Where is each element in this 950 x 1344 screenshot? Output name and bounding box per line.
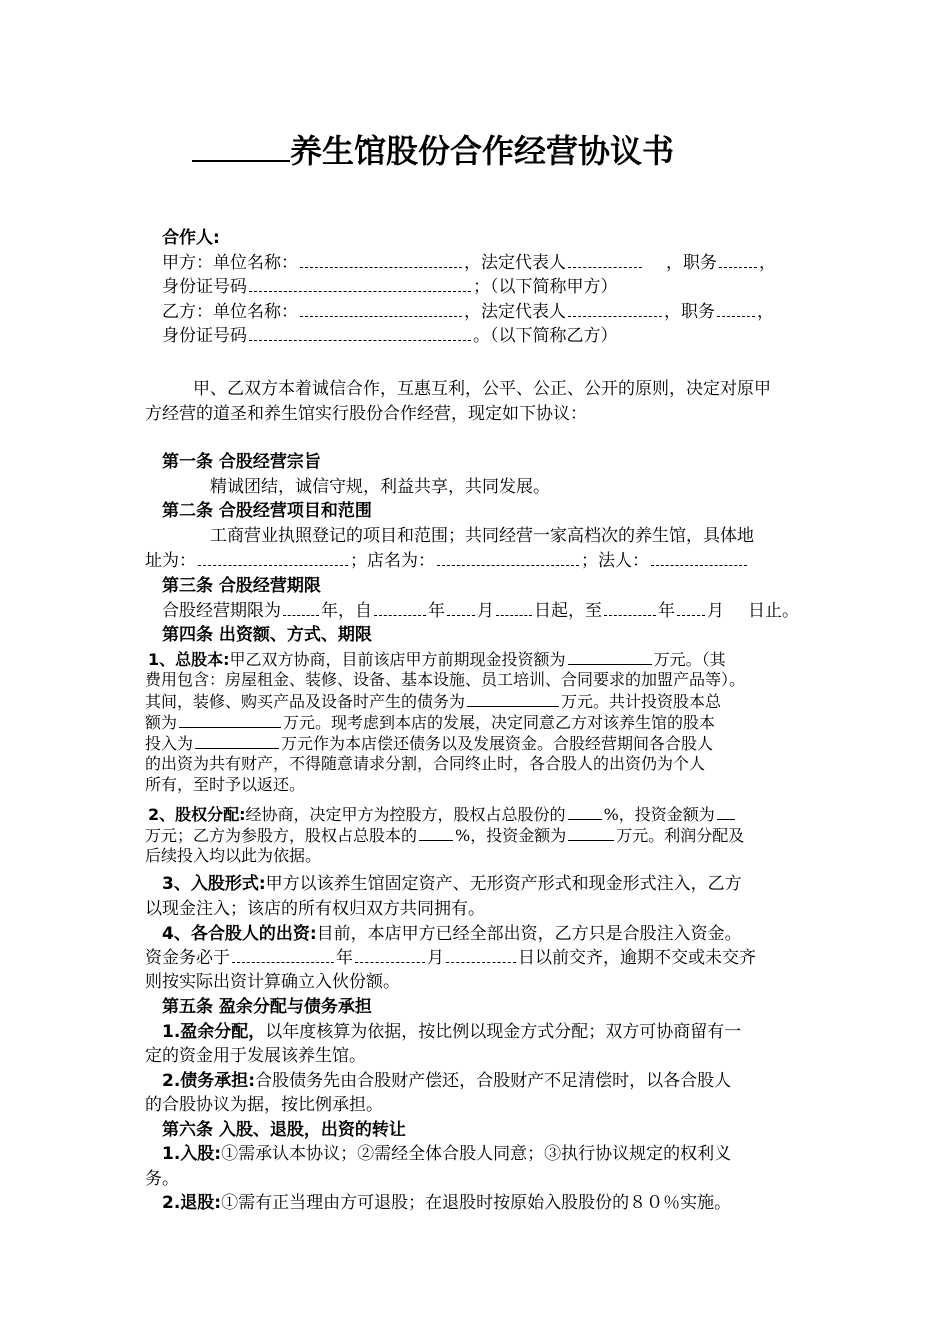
article-2-line1: 工商营业执照登记的项目和范围；共同经营一家高档次的养生馆，具体地 bbox=[210, 526, 754, 546]
surplus-label: 1.盈余分配， bbox=[162, 1022, 266, 1042]
party-b-input-blank bbox=[195, 732, 279, 749]
article-4-p3-line2: 以现金注入；该店的所有权归双方共同拥有。 bbox=[145, 899, 485, 919]
article-4-p2-line2 bbox=[145, 824, 744, 846]
legal-person-label: ；法人： bbox=[581, 551, 649, 571]
party-a-line1 bbox=[162, 251, 776, 275]
party-a-rep-label: ，法定代表人 bbox=[464, 253, 566, 273]
party-a-name-blank bbox=[300, 251, 462, 268]
end-year-label: 年 bbox=[658, 601, 675, 621]
article-4-p1-line4 bbox=[145, 711, 715, 733]
debt-text: 其间，装修、购买产品及设备时产生的债务为 bbox=[145, 692, 466, 711]
party-a-id-label: 身份证号码 bbox=[162, 277, 247, 297]
party-b-line1 bbox=[162, 300, 774, 324]
article-3-body bbox=[162, 599, 799, 623]
party-a-line2 bbox=[162, 275, 618, 299]
address-blank bbox=[198, 549, 348, 566]
party-b-title-blank bbox=[717, 300, 755, 317]
legal-person-blank bbox=[651, 549, 747, 566]
debt-unit: 万元。共计投资股本总 bbox=[561, 692, 722, 711]
party-b-name-label: 乙方：单位名称： bbox=[162, 302, 298, 322]
debt-blank bbox=[467, 690, 559, 707]
article-1-heading: 第一条 合股经营宗旨 bbox=[162, 452, 321, 472]
article-2-heading: 第二条 合股经营项目和范围 bbox=[162, 501, 372, 521]
document-title bbox=[192, 128, 674, 174]
party-a-share-unit: %，投资金额为 bbox=[603, 805, 715, 824]
party-a-comma: ， bbox=[759, 253, 776, 273]
end-year-blank bbox=[604, 599, 656, 616]
intro-line2: 方经营的道圣和养生馆实行股份合作经营，现定如下协议： bbox=[145, 404, 587, 424]
article-1-body: 精诚团结，诚信守规，利益共享，共同发展。 bbox=[210, 477, 550, 497]
debt-liability-label: 2.债务承担: bbox=[162, 1071, 256, 1091]
article-5-p1-line2: 定的资金用于发展该养生馆。 bbox=[145, 1046, 366, 1066]
deadline-day-label: 日以前交齐，逾期不交或未交齐 bbox=[518, 948, 756, 968]
store-name-label: ；店名为： bbox=[350, 551, 435, 571]
share-form-label: 3、入股形式: bbox=[162, 874, 266, 894]
contribution-text: 目前，本店甲方已经全部出资，乙方只是合股注入资金。 bbox=[316, 924, 742, 944]
term-from-label: 年，自 bbox=[321, 601, 372, 621]
party-a-share-blank bbox=[568, 803, 602, 820]
article-4-p1-line3 bbox=[145, 690, 721, 712]
end-day-label: 日止。 bbox=[748, 601, 799, 621]
withdraw-label: 2.退股: bbox=[162, 1193, 222, 1213]
start-year-blank bbox=[374, 599, 426, 616]
surplus-text: 以年度核算为依据，按比例以现金方式分配；双方可协商留有一 bbox=[265, 1022, 742, 1042]
article-5-p2-line1 bbox=[162, 1069, 731, 1093]
party-a-title-label: ，职务 bbox=[666, 253, 717, 273]
article-5-p1-line1 bbox=[162, 1020, 741, 1044]
party-b-alias: 。（以下简称乙方） bbox=[473, 326, 618, 346]
total-amount-text: 额为 bbox=[145, 713, 178, 732]
start-year-label: 年 bbox=[428, 601, 445, 621]
party-a-rep-blank bbox=[568, 251, 642, 268]
debt-liability-text: 合股债务先由合股财产偿还，合股财产不足清偿时，以各合股人 bbox=[255, 1071, 732, 1091]
total-capital-label: 1、总股本: bbox=[148, 650, 230, 669]
party-a-amount-blank bbox=[717, 803, 735, 820]
party-a-name-label: 甲方：单位名称： bbox=[162, 253, 298, 273]
share-form-text: 甲方以该养生馆固定资产、无形资产形式和现金形式注入，乙方 bbox=[265, 874, 742, 894]
party-b-rep-blank bbox=[568, 300, 662, 317]
article-4-p1-line6: 的出资为共有财产，不得随意请求分割，合同终止时，各合股人的出资仍为个人 bbox=[145, 754, 706, 773]
party-b-id-blank bbox=[249, 324, 471, 341]
cash-investment-blank bbox=[568, 648, 652, 665]
article-4-p4-line2 bbox=[145, 946, 756, 970]
total-amount-blank bbox=[179, 711, 281, 728]
party-a-id-blank bbox=[249, 275, 471, 292]
article-5-p2-line2: 的合股协议为据，按比例承担。 bbox=[145, 1095, 383, 1115]
article-6-p2-line1 bbox=[162, 1191, 731, 1215]
party-a-title-blank bbox=[719, 251, 757, 268]
contribution-label: 4、各合股人的出资: bbox=[162, 924, 317, 944]
article-4-p2-line1 bbox=[148, 803, 737, 825]
title-text: 养生馆股份合作经营协议书 bbox=[290, 132, 675, 170]
article-4-p1-line5 bbox=[145, 732, 713, 754]
deadline-year-label: 年 bbox=[336, 948, 353, 968]
party-b-amount-text: %，投资金额为 bbox=[455, 826, 567, 845]
article-3-heading: 第三条 合股经营期限 bbox=[162, 576, 321, 596]
party-b-share-text: 万元；乙方为参股方，股权占总股本的 bbox=[145, 826, 418, 845]
party-b-amount-unit: 万元。利润分配及 bbox=[616, 826, 745, 845]
end-month-label: 月 bbox=[707, 601, 724, 621]
article-6-heading: 第六条 入股、退股，出资的转让 bbox=[162, 1120, 406, 1140]
article-6-p1-line1 bbox=[162, 1142, 731, 1166]
term-years-blank bbox=[283, 599, 319, 616]
party-b-id-label: 身份证号码 bbox=[162, 326, 247, 346]
start-month-label: 月 bbox=[477, 601, 494, 621]
article-4-p4-line1 bbox=[162, 922, 742, 946]
party-b-amount-blank bbox=[568, 824, 614, 841]
start-day-blank bbox=[496, 599, 532, 616]
party-b-input-text: 投入为 bbox=[145, 734, 194, 753]
party-a-alias: ；（以下简称甲方） bbox=[473, 277, 618, 297]
party-b-comma: ， bbox=[757, 302, 774, 322]
article-4-p1-line1 bbox=[148, 648, 726, 670]
withdraw-text: ①需有正当理由方可退股；在退股时按原始入股股份的８０％实施。 bbox=[221, 1193, 732, 1213]
address-label: 址为： bbox=[145, 551, 196, 571]
cash-investment-unit: 万元。（其 bbox=[653, 650, 726, 669]
article-6-p1-line2: 务。 bbox=[145, 1169, 179, 1189]
deadline-text: 资金务必于 bbox=[145, 948, 230, 968]
article-4-p2-line3: 后续投入均以此为依据。 bbox=[145, 846, 322, 865]
intro-line1: 甲、乙双方本着诚信合作，互惠互利，公平、公正、公开的原则，决定对原甲 bbox=[193, 379, 771, 399]
store-name-blank bbox=[437, 549, 579, 566]
start-day-label: 日起，至 bbox=[534, 601, 602, 621]
start-month-blank bbox=[447, 599, 475, 616]
party-b-title-label: ，职务 bbox=[664, 302, 715, 322]
deadline-month-blank bbox=[355, 946, 425, 963]
article-4-p3-line1 bbox=[162, 872, 742, 896]
party-b-input-unit: 万元作为本店偿还债务以及发展资金。合股经营期间各合股人 bbox=[281, 734, 714, 753]
total-amount-unit: 万元。现考虑到本店的发展，决定同意乙方对该养生馆的股本 bbox=[283, 713, 716, 732]
end-month-blank bbox=[677, 599, 705, 616]
parties-heading: 合作人: bbox=[162, 228, 220, 248]
article-4-p1-line7: 所有，至时予以返还。 bbox=[145, 775, 306, 794]
join-text: ①需承认本协议；②需经全体合股人同意；③执行协议规定的权利义 bbox=[221, 1144, 732, 1164]
article-4-heading: 第四条 出资额、方式、期限 bbox=[162, 625, 372, 645]
title-blank bbox=[192, 130, 290, 162]
article-4-p4-line3: 则按实际出资计算确立入伙份额。 bbox=[145, 972, 400, 992]
equity-label: 2、股权分配: bbox=[148, 805, 246, 824]
party-b-line2 bbox=[162, 324, 618, 348]
total-capital-text: 甲乙双方协商，目前该店甲方前期现金投资额为 bbox=[229, 650, 566, 669]
deadline-day-blank bbox=[446, 946, 516, 963]
equity-text: 经协商，决定甲方为控股方，股权占总股份的 bbox=[245, 805, 566, 824]
party-b-share-blank bbox=[419, 824, 453, 841]
deadline-month-label: 月 bbox=[427, 948, 444, 968]
deadline-year-blank bbox=[232, 946, 334, 963]
party-b-rep-label: ，法定代表人 bbox=[464, 302, 566, 322]
join-label: 1.入股: bbox=[162, 1144, 222, 1164]
term-label: 合股经营期限为 bbox=[162, 601, 281, 621]
article-2-line2 bbox=[145, 549, 749, 573]
article-4-p1-line2: 费用包含：房屋租金、装修、设备、基本设施、员工培训、合同要求的加盟产品等）。 bbox=[145, 670, 746, 689]
article-5-heading: 第五条 盈余分配与债务承担 bbox=[162, 997, 372, 1017]
party-b-name-blank bbox=[300, 300, 462, 317]
